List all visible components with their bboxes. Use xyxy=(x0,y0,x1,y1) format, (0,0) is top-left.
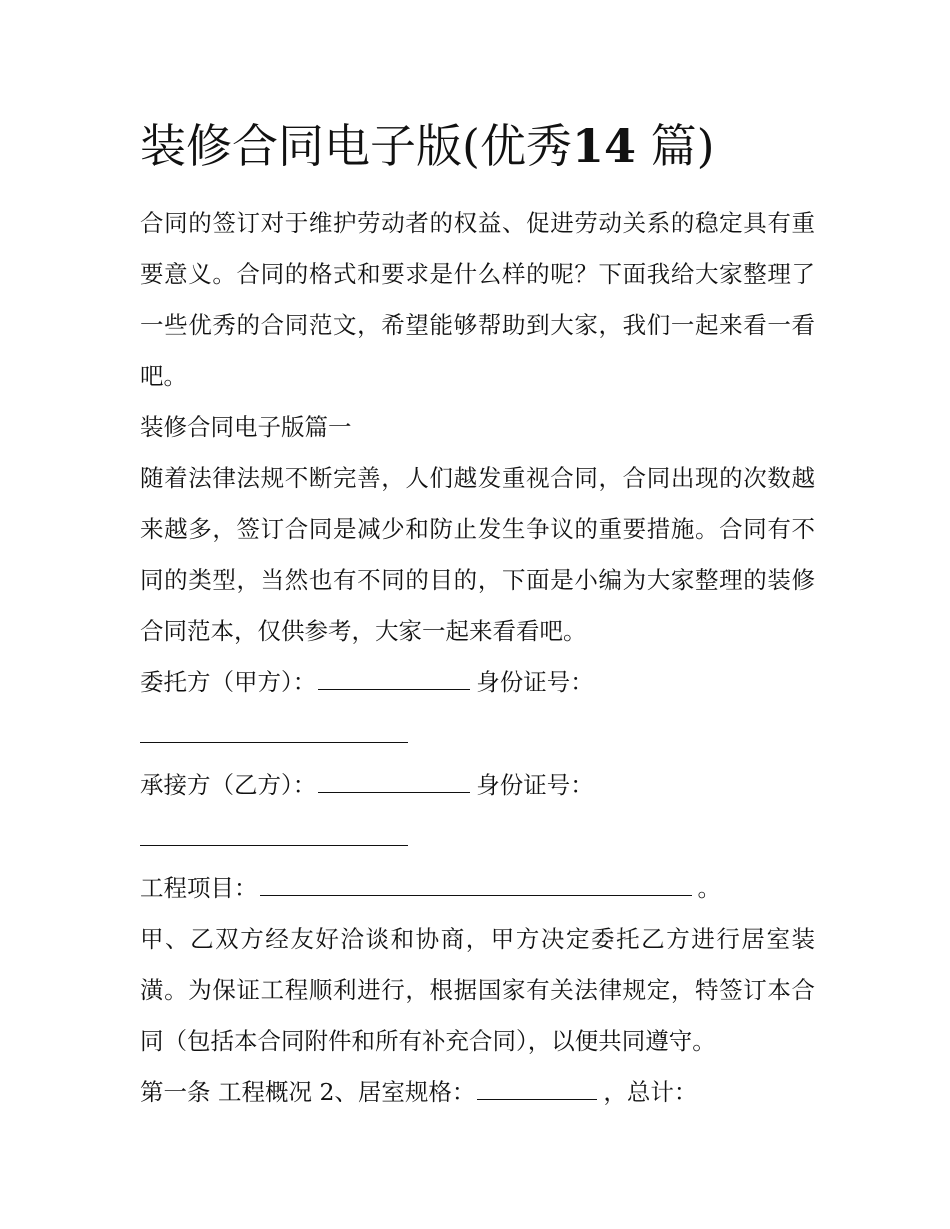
party-a-id-label: 身份证号： xyxy=(476,668,594,696)
party-a-line xyxy=(140,657,815,708)
title-prefix: 装修合同电子版(优秀 xyxy=(140,119,572,173)
party-a-label: 委托方（甲方）： xyxy=(140,668,317,696)
paragraph-1: 随着法律法规不断完善，人们越发重视合同，合同出现的次数越来越多，签订合同是减少和防止发生争议的重要措施。合同有不同的类型，当然也有不同的目的，下面是小编为大家整理的装修合同范本，仅供参考，大家一起来看看吧。 xyxy=(140,464,815,645)
party-b-id-blank xyxy=(140,811,408,846)
project-blank xyxy=(260,869,692,896)
party-b-line xyxy=(140,760,815,811)
document-body xyxy=(140,198,815,1118)
project-line xyxy=(140,863,815,914)
intro-paragraph: 合同的签订对于维护劳动者的权益、促进劳动关系的稳定具有重要意义。合同的格式和要求是什么样的呢？下面我给大家整理了一些优秀的合同范文，希望能够帮助到大家，我们一起来看一看吧。 xyxy=(140,209,815,390)
title-suffix: 篇) xyxy=(650,119,715,173)
paragraph-2: 甲、乙双方经友好洽谈和协商，甲方决定委托乙方进行居室装潢。为保证工程顺利进行，根据国家有关法律规定，特签订本合同（包括本合同附件和所有补充合同），以便共同遵守。 xyxy=(140,925,815,1055)
party-b-label: 承接方（乙方）： xyxy=(140,771,317,799)
room-size-blank xyxy=(477,1073,597,1100)
article-1-line xyxy=(140,1067,815,1118)
section-heading: 装修合同电子版篇一 xyxy=(140,413,352,441)
article-1-label: 第一条 工程概况 2、居室规格： xyxy=(140,1078,476,1106)
project-end: 。 xyxy=(697,874,721,902)
article-1-end: ，总计： xyxy=(603,1078,698,1106)
party-a-id-blank xyxy=(140,708,408,743)
project-label: 工程项目： xyxy=(140,874,258,902)
party-b-id-label: 身份证号： xyxy=(476,771,594,799)
party-a-blank xyxy=(318,663,470,690)
party-b-blank xyxy=(318,766,470,793)
document-title xyxy=(140,116,840,176)
title-number: 14 xyxy=(571,119,636,173)
